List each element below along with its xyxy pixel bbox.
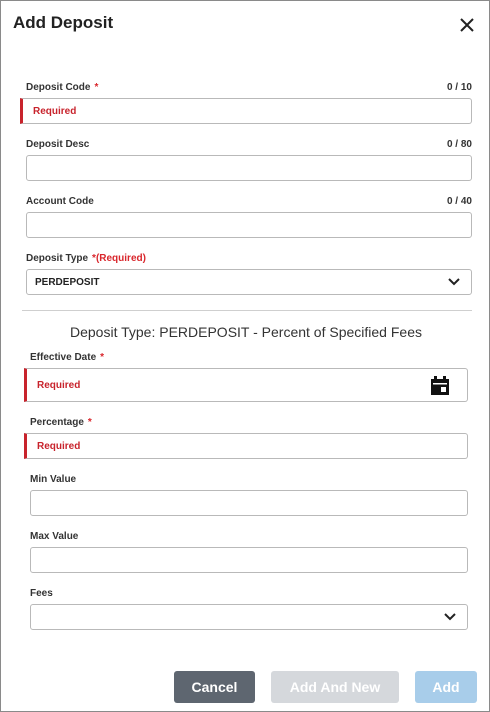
- required-mark: *: [87, 417, 92, 428]
- effective-date-input[interactable]: [24, 368, 468, 402]
- deposit-code-input[interactable]: [20, 98, 472, 124]
- effective-date-label-text: Effective Date: [30, 352, 97, 363]
- percentage-label-text: Percentage: [30, 417, 84, 428]
- chevron-down-icon: [443, 612, 457, 622]
- chevron-down-icon: [447, 277, 461, 287]
- fees-select[interactable]: [30, 604, 468, 630]
- deposit-code-label-text: Deposit Code: [26, 82, 91, 93]
- section-heading: Deposit Type: PERDEPOSIT - Percent of Specified Fees: [70, 324, 422, 340]
- add-and-new-button[interactable]: Add And New: [271, 671, 399, 703]
- effective-date-placeholder: Required: [37, 380, 81, 391]
- min-value-input[interactable]: [30, 490, 468, 516]
- required-mark: *(Required): [92, 253, 146, 264]
- deposit-code-counter: 0 / 10: [446, 82, 472, 93]
- dialog-title: Add Deposit: [13, 13, 114, 32]
- close-icon[interactable]: [457, 15, 477, 35]
- deposit-type-label-text: Deposit Type: [26, 253, 89, 264]
- deposit-desc-input[interactable]: [26, 155, 472, 181]
- cancel-button[interactable]: Cancel: [174, 671, 255, 703]
- deposit-type-value: PERDEPOSIT: [35, 277, 100, 288]
- required-mark: *: [94, 82, 99, 93]
- calendar-icon[interactable]: [429, 375, 451, 397]
- deposit-desc-label: Deposit Desc: [26, 139, 90, 150]
- section-divider: [22, 310, 472, 311]
- min-value-label: Min Value: [30, 474, 77, 485]
- deposit-code-placeholder: Required: [33, 106, 77, 117]
- deposit-code-label: [26, 82, 98, 93]
- account-code-input[interactable]: [26, 212, 472, 238]
- deposit-desc-counter: 0 / 80: [446, 139, 472, 150]
- percentage-label: [30, 417, 92, 428]
- deposit-type-label: [26, 253, 146, 264]
- percentage-placeholder: Required: [37, 441, 81, 452]
- percentage-input[interactable]: [24, 433, 468, 459]
- max-value-input[interactable]: [30, 547, 468, 573]
- add-button[interactable]: Add: [415, 671, 477, 703]
- required-mark: *: [100, 352, 105, 363]
- deposit-type-select[interactable]: [26, 269, 472, 295]
- effective-date-label: [30, 352, 104, 363]
- account-code-counter: 0 / 40: [446, 196, 472, 207]
- max-value-label: Max Value: [30, 531, 79, 542]
- fees-label: Fees: [30, 588, 53, 599]
- account-code-label: Account Code: [26, 196, 94, 207]
